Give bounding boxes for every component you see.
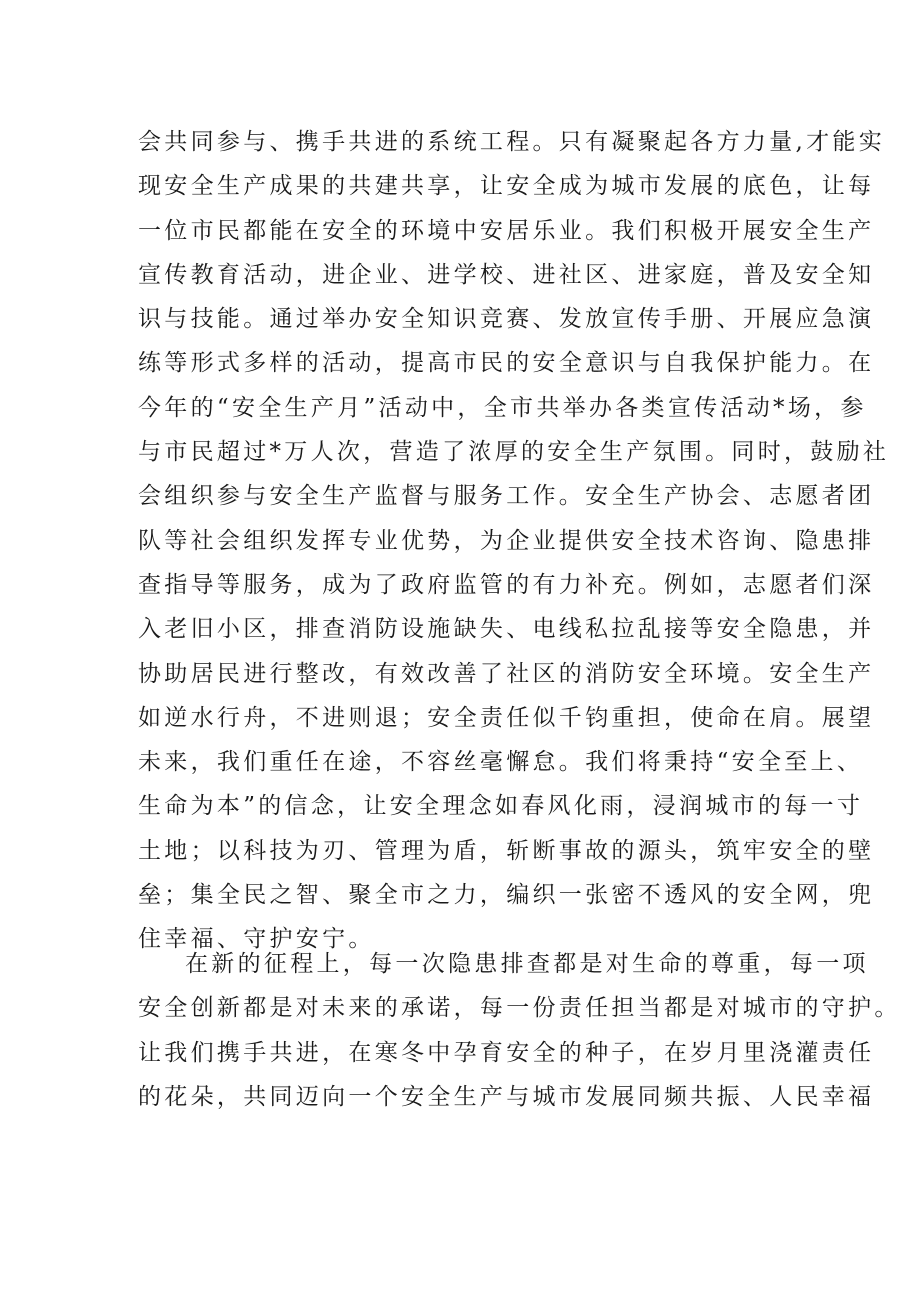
text-line: 识与技能。通过举办安全知识竞赛、发放宣传手册、开展应急演 <box>138 306 875 333</box>
text-line: 垒；集全民之智、聚全市之力，编织一张密不透风的安全网，兜 <box>138 882 875 909</box>
text-line: 让我们携手共进，在寒冬中孕育安全的种子，在岁月里浇灌责任 <box>138 1039 875 1066</box>
paragraph-2 <box>138 942 901 1119</box>
text-line: 查指导等服务，成为了政府监管的有力补充。例如，志愿者们深 <box>138 571 875 598</box>
text-line: 一位市民都能在安全的环境中安居乐业。我们积极开展安全生产 <box>138 217 875 244</box>
text-line: 现安全生产成果的共建共享，让安全成为城市发展的底色，让每 <box>138 173 875 200</box>
text-line: 未来，我们重任在途，不容丝毫懈怠。我们将秉持“安全至上、 <box>138 749 864 776</box>
text-line: 土地；以科技为刃、管理为盾，斩断事故的源头，筑牢安全的壁 <box>138 837 875 864</box>
paragraph-1 <box>138 120 890 962</box>
text-line: 在新的征程上，每一次隐患排查都是对生命的尊重，每一项 <box>185 951 869 977</box>
text-line: 会组织参与安全生产监督与服务工作。安全生产协会、志愿者团 <box>138 483 875 510</box>
text-line: 今年的“安全生产月”活动中，全市共举办各类宣传活动*场，参 <box>138 394 867 421</box>
text-line: 宣传教育活动，进企业、进学校、进社区、进家庭，普及安全知 <box>138 261 875 288</box>
text-line: 会共同参与、携手共进的系统工程。只有凝聚起各方力量,才能实 <box>138 129 886 155</box>
text-line: 安全创新都是对未来的承诺，每一份责任担当都是对城市的守护。 <box>138 995 901 1022</box>
text-line: 协助居民进行整改，有效改善了社区的消防安全环境。安全生产 <box>138 660 875 687</box>
text-line: 与市民超过*万人次，营造了浓厚的安全生产氛围。同时，鼓励社 <box>138 439 890 466</box>
text-line: 住幸福、守护安宁。 <box>138 926 375 953</box>
text-line: 入老旧小区，排查消防设施缺失、电线私拉乱接等安全隐患，并 <box>138 616 875 643</box>
text-line: 的花朵，共同迈向一个安全生产与城市发展同频共振、人民幸福 <box>138 1083 875 1110</box>
text-line: 队等社会组织发挥专业优势，为企业提供安全技术咨询、隐患排 <box>138 527 875 554</box>
text-line: 如逆水行舟，不进则退；安全责任似千钧重担，使命在肩。展望 <box>138 704 875 731</box>
text-line: 生命为本”的信念，让安全理念如春风化雨，浸润城市的每一寸 <box>138 793 864 820</box>
text-line: 练等形式多样的活动，提高市民的安全意识与自我保护能力。在 <box>138 350 875 377</box>
